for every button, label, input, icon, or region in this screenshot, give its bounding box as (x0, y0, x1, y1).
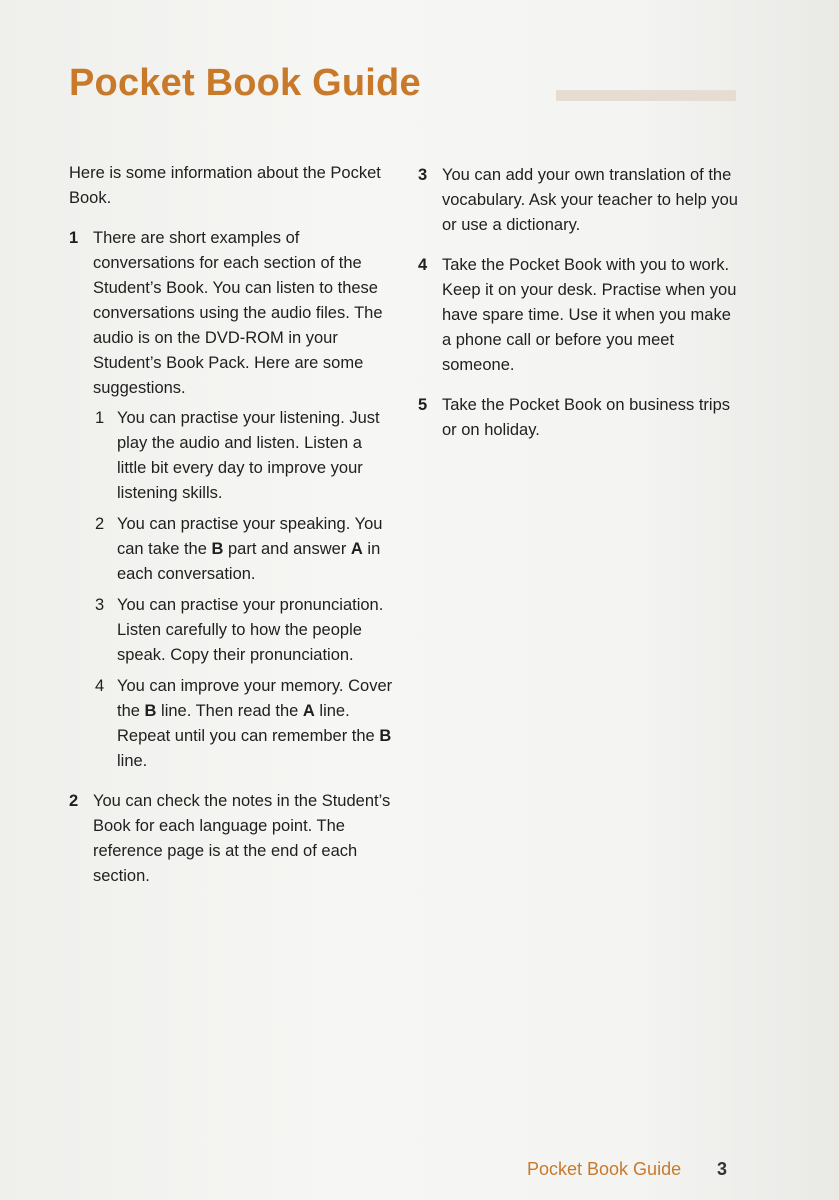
bold-letter: B (379, 727, 392, 745)
list-item-5 (418, 393, 743, 443)
item-text: You can check the notes in the Student’s Book for each language point. The reference page is at the end of each section. (93, 792, 391, 885)
sub-item-number: 4 (95, 677, 105, 695)
list-item-3 (418, 163, 743, 238)
item-number: 4 (418, 256, 428, 274)
bold-letter: B (144, 702, 157, 720)
sub-item-text: You can practise your listening. Just play the audio and listen. Listen a little bit every day to improve your listening skills. (117, 409, 380, 502)
sub-item-3 (93, 593, 394, 668)
bold-letter: A (350, 540, 363, 558)
item-number: 3 (418, 166, 428, 184)
show-through-heading: ▬▬▬▬▬ (556, 68, 736, 109)
sub-item-number: 3 (95, 596, 105, 614)
sub-item-1 (93, 406, 394, 506)
sub-item-text: You can practise your speaking. You can take the B part and answer A in each conversation. (117, 515, 383, 583)
page-title: Pocket Book Guide (69, 62, 421, 104)
sub-item-2 (93, 512, 394, 587)
item-number: 5 (418, 396, 428, 414)
sub-item-4 (93, 674, 394, 774)
list-item-2 (69, 789, 394, 889)
list-item-1 (69, 226, 394, 774)
sub-item-text: You can improve your memory. Cover the B line. Then read the A line. Repeat until you can remember the B line. (117, 677, 393, 770)
sub-item-number: 2 (95, 515, 105, 533)
footer-section-title: Pocket Book Guide (527, 1159, 682, 1179)
bold-letter: B (211, 540, 224, 558)
item-text: Take the Pocket Book on business trips or on holiday. (442, 396, 730, 439)
list-item-4 (418, 253, 743, 378)
sub-item-number: 1 (95, 409, 105, 427)
left-column (69, 161, 394, 904)
item-number: 2 (69, 792, 79, 810)
item-text: There are short examples of conversations for each section of the Student’s Book. You can listen to these conversations using the audio files. The audio is on the DVD-ROM in your Student’s Book Pack. Here are some suggestions. (93, 229, 383, 397)
sub-item-text: You can practise your pronunciation. Listen carefully to how the people speak. Copy their pronunciation. (117, 596, 384, 664)
item-number: 1 (69, 229, 79, 247)
page-number: 3 (717, 1159, 728, 1179)
item-text: Take the Pocket Book with you to work. Keep it on your desk. Practise when you have spare time. Use it when you make a phone call or before you meet someone. (442, 256, 737, 374)
bold-letter: A (302, 702, 315, 720)
right-column (418, 163, 743, 458)
item-text: You can add your own translation of the vocabulary. Ask your teacher to help you or use a dictionary. (442, 166, 738, 234)
intro-paragraph: Here is some information about the Pocket Book. (69, 164, 381, 207)
